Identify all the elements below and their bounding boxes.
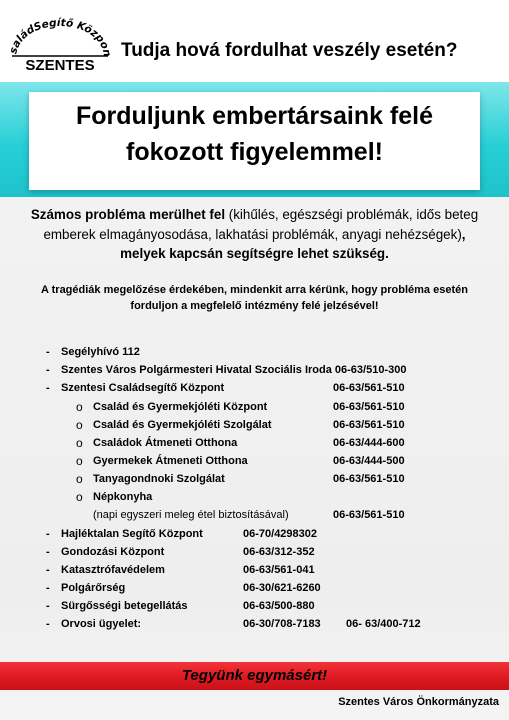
banner-title <box>29 98 480 170</box>
contact-phone: 06-63/444-500 <box>333 455 405 467</box>
list-dash: - <box>46 618 50 630</box>
list-dash: - <box>46 600 50 612</box>
contact-label: Polgárőrség <box>61 582 126 594</box>
banner-line-1: Forduljunk embertársaink felé <box>75 102 434 130</box>
list-circle-bullet: o <box>76 436 83 450</box>
contact-label: Katasztrófavédelem <box>61 564 165 576</box>
contact-label: Család és Gyermekjóléti Központ <box>93 401 268 413</box>
page-headline: Tudja hová fordulhat veszély esetén? <box>121 40 458 61</box>
contact-phone: 06-30/708-7183 <box>243 618 321 630</box>
intro-normal: (kihűlés, egészségi problémák, idős beteg emberek elmagányosodása, lakhatási problémák, anyagi nehézségek) <box>43 207 479 242</box>
contact-label: Gondozási Központ <box>61 546 165 558</box>
logo-name: SZENTES <box>25 57 95 72</box>
contact-row <box>0 616 509 632</box>
contact-label: Szentes Város Polgármesteri Hivatal Szociális Iroda 06-63/510-300 <box>61 364 407 376</box>
contact-phone: 06-63/561-510 <box>333 509 405 521</box>
contact-label: Családok Átmeneti Otthona <box>93 437 238 449</box>
contact-row <box>0 544 509 560</box>
contact-label: Orvosi ügyelet: <box>61 618 142 630</box>
contact-row <box>0 598 509 614</box>
list-circle-bullet: o <box>76 418 83 432</box>
contact-phone: 06-63/312-352 <box>243 546 315 558</box>
list-circle-bullet: o <box>76 490 83 504</box>
contact-phone: 06-63/561-510 <box>333 419 405 431</box>
list-dash: - <box>46 382 50 394</box>
list-dash: - <box>46 528 50 540</box>
list-circle-bullet: o <box>76 400 83 414</box>
banner-line-2: fokozott figyelemmel! <box>126 138 383 166</box>
contact-phone: 06-63/561-041 <box>243 564 315 576</box>
list-dash: - <box>46 364 50 376</box>
contact-row <box>0 526 509 542</box>
contact-label: Hajléktalan Segítő Központ <box>61 528 203 540</box>
contact-row-sub-note <box>0 507 509 523</box>
contact-row-sub <box>0 471 509 487</box>
intro-paragraph <box>22 205 487 264</box>
notice-paragraph: A tragédiák megelőzése érdekében, mindenkit arra kérünk, hogy probléma esetén forduljon a megfelelő intézmény felé jelzésével! <box>41 284 468 312</box>
intro-bold-2: , melyek kapcsán segítségre lehet szükség. <box>120 226 466 261</box>
list-dash: - <box>46 582 50 594</box>
list-dash: - <box>46 346 50 358</box>
contact-label: Népkonyha <box>93 491 153 503</box>
contact-phone: 06-63/444-600 <box>333 437 405 449</box>
contact-row-sub <box>0 399 509 415</box>
csaladsegito-logo <box>8 10 112 72</box>
contact-phone: 06-63/500-880 <box>243 600 315 612</box>
contact-row-sub <box>0 489 509 505</box>
contact-row-sub <box>0 417 509 433</box>
contact-phone: 06-63/561-510 <box>333 473 405 485</box>
contact-row <box>0 380 509 396</box>
contact-phone: 06-63/561-510 <box>333 382 405 394</box>
contact-label: Segélyhívó 112 <box>61 346 140 358</box>
contact-row <box>0 344 509 360</box>
contact-phone-secondary: 06- 63/400-712 <box>346 618 421 630</box>
contact-row-sub <box>0 453 509 469</box>
list-circle-bullet: o <box>76 472 83 486</box>
contact-phone: 06-70/4298302 <box>243 528 318 540</box>
list-dash: - <box>46 564 50 576</box>
list-dash: - <box>46 546 50 558</box>
contact-row <box>0 362 509 378</box>
footer-signature: Szentes Város Önkormányzata <box>338 696 499 708</box>
contact-phone: 06-30/621-6260 <box>243 582 321 594</box>
logo-graphic <box>8 10 112 72</box>
list-circle-bullet: o <box>76 454 83 468</box>
contact-row <box>0 562 509 578</box>
contact-phone: 06-63/561-510 <box>333 401 405 413</box>
intro-bold-1: Számos probléma merülhet fel <box>30 207 226 222</box>
contact-row-sub <box>0 435 509 451</box>
contact-row <box>0 580 509 596</box>
contact-label-note: (napi egyszeri meleg étel biztosításával) <box>93 509 289 521</box>
contact-label: Szentesi Családsegítő Központ <box>61 382 225 394</box>
footer-slogan: Tegyünk egymásért! <box>181 667 328 684</box>
contact-label: Sürgősségi betegellátás <box>61 600 188 612</box>
contact-label: Tanyagondnoki Szolgálat <box>93 473 225 485</box>
contact-label: Család és Gyermekjóléti Szolgálat <box>93 419 272 431</box>
logo-arc-text: saládSegítő Közpon <box>8 16 112 58</box>
contact-label: Gyermekek Átmeneti Otthona <box>93 455 248 467</box>
